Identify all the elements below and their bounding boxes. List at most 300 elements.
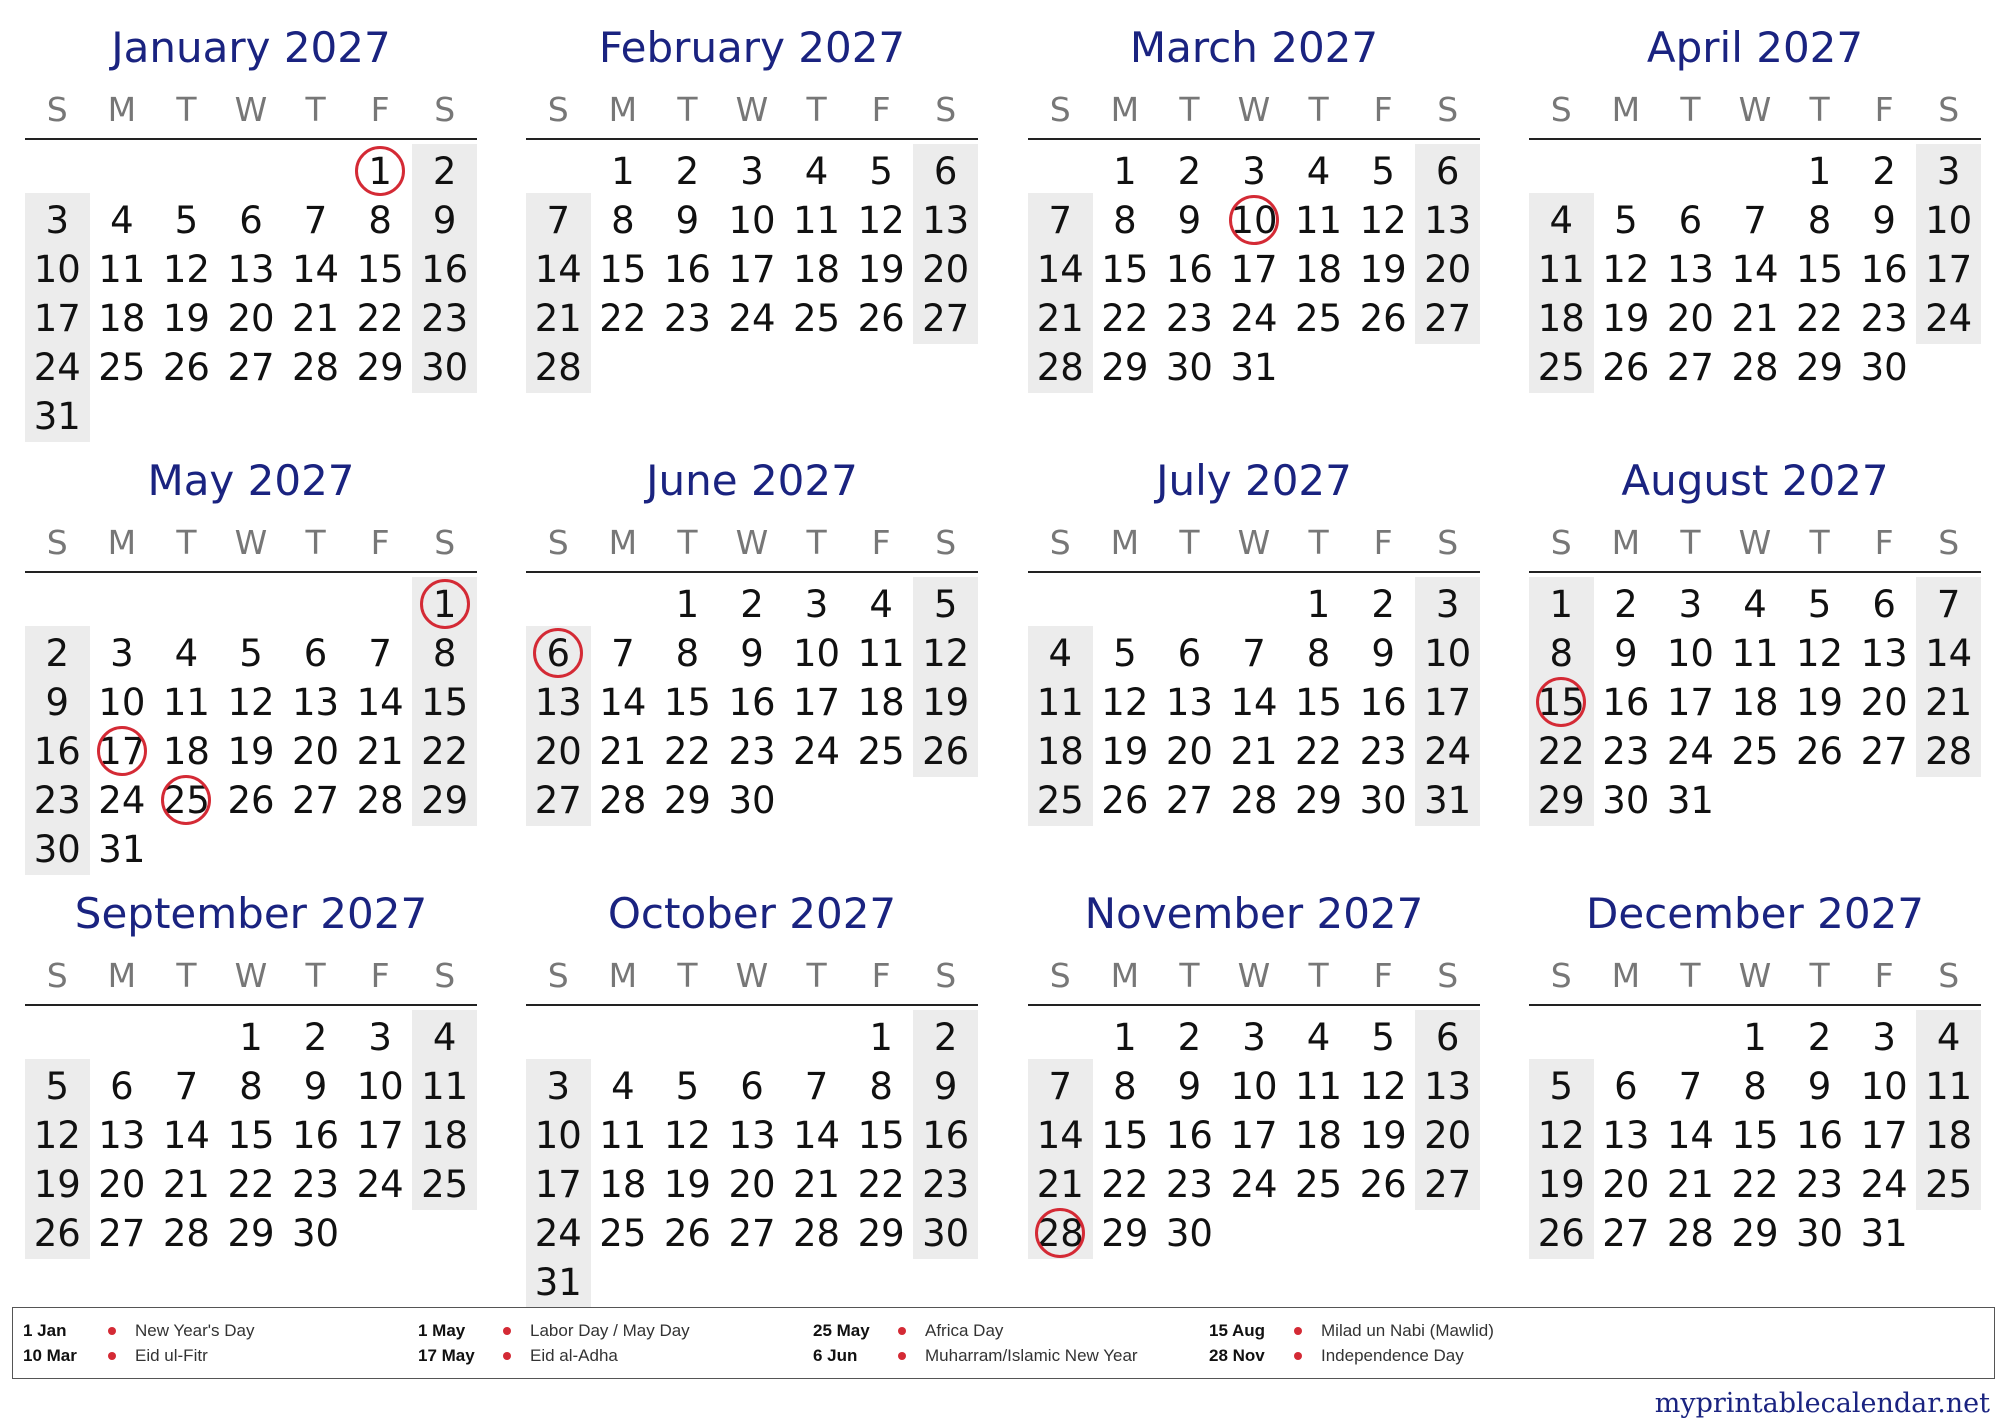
month-block bbox=[1529, 18, 1981, 438]
day-cell: 9 bbox=[1614, 632, 1638, 675]
day-cell: 28 bbox=[1666, 1212, 1714, 1255]
day-cell: 10 bbox=[1424, 632, 1472, 675]
day-cell: 19 bbox=[227, 730, 275, 773]
weekday-header: S bbox=[935, 956, 957, 995]
day-cell: 16 bbox=[663, 248, 711, 291]
month-title: July 2027 bbox=[1156, 456, 1352, 505]
day-cell: 22 bbox=[1537, 730, 1585, 773]
day-cell: 20 bbox=[1666, 297, 1714, 340]
weekday-header: W bbox=[1738, 90, 1772, 129]
day-cell: 13 bbox=[1860, 632, 1908, 675]
day-cell: 2 bbox=[432, 150, 457, 193]
day-cell: 29 bbox=[356, 346, 404, 389]
day-cell: 19 bbox=[1537, 1163, 1585, 1206]
legend-date: 1 Jan bbox=[23, 1321, 67, 1340]
day-cell: 1 bbox=[1549, 583, 1574, 626]
day-cell: 13 bbox=[534, 681, 582, 724]
month-title: October 2027 bbox=[607, 889, 897, 938]
weekday-header: T bbox=[305, 956, 326, 995]
day-cell: 25 bbox=[599, 1212, 647, 1255]
site-url[interactable]: myprintablecalendar.net bbox=[1654, 1388, 1990, 1419]
day-cell: 26 bbox=[1359, 297, 1407, 340]
day-cell: 13 bbox=[1424, 199, 1472, 242]
day-cell: 3 bbox=[1678, 583, 1703, 626]
bullet-dot-icon bbox=[898, 1327, 906, 1335]
day-cell: 18 bbox=[98, 297, 146, 340]
day-cell: 3 bbox=[740, 150, 764, 193]
day-cell: 18 bbox=[1036, 730, 1084, 773]
day-cell: 1 bbox=[1743, 1016, 1767, 1059]
day-cell: 14 bbox=[356, 681, 404, 724]
day-cell: 11 bbox=[857, 632, 905, 675]
day-cell: 2 bbox=[1177, 1016, 1202, 1059]
day-cell: 3 bbox=[1936, 150, 1961, 193]
weekday-header: T bbox=[1179, 523, 1200, 562]
day-cell: 15 bbox=[857, 1114, 905, 1157]
weekday-header: W bbox=[1237, 523, 1271, 562]
weekday-header: S bbox=[1938, 90, 1960, 129]
day-cell: 9 bbox=[1177, 1065, 1202, 1108]
day-cell: 11 bbox=[421, 1065, 469, 1108]
weekday-header: S bbox=[547, 523, 569, 562]
day-cell: 1 bbox=[1306, 583, 1331, 626]
day-cell: 6 bbox=[1678, 199, 1703, 242]
day-cell: 5 bbox=[239, 632, 263, 675]
day-cell: 9 bbox=[1177, 199, 1202, 242]
day-cell: 27 bbox=[1860, 730, 1908, 773]
day-cell: 29 bbox=[1731, 1212, 1779, 1255]
bullet-dot-icon bbox=[1294, 1352, 1302, 1360]
day-cell: 14 bbox=[292, 248, 340, 291]
weekday-header: S bbox=[434, 523, 456, 562]
day-cell: 23 bbox=[1860, 297, 1908, 340]
day-cell: 25 bbox=[1731, 730, 1779, 773]
day-cell: 30 bbox=[292, 1212, 340, 1255]
day-cell: 11 bbox=[1731, 632, 1779, 675]
day-cell: 10 bbox=[33, 248, 81, 291]
day-cell: 17 bbox=[1230, 1114, 1278, 1157]
day-cell: 31 bbox=[1666, 779, 1714, 822]
day-cell: 12 bbox=[227, 681, 275, 724]
legend-holiday-name: New Year's Day bbox=[135, 1321, 255, 1340]
day-cell: 8 bbox=[1743, 1065, 1767, 1108]
day-cell: 19 bbox=[1101, 730, 1149, 773]
day-cell: 7 bbox=[303, 199, 328, 242]
weekday-header: M bbox=[1611, 523, 1641, 562]
weekday-header: T bbox=[1809, 956, 1830, 995]
weekday-header: T bbox=[1308, 90, 1329, 129]
header-rule bbox=[25, 138, 477, 140]
month-title: January 2027 bbox=[111, 23, 391, 72]
day-cell: 21 bbox=[356, 730, 404, 773]
weekday-header: T bbox=[305, 90, 326, 129]
day-cell: 23 bbox=[1602, 730, 1650, 773]
day-cell: 17 bbox=[1230, 248, 1278, 291]
legend-holiday-name: Independence Day bbox=[1321, 1346, 1464, 1365]
weekday-header: M bbox=[1611, 956, 1641, 995]
weekday-header: T bbox=[677, 523, 698, 562]
holiday-circle bbox=[97, 726, 147, 776]
day-cell: 27 bbox=[1666, 346, 1714, 389]
day-cell: 27 bbox=[1424, 1163, 1472, 1206]
weekday-header: T bbox=[1680, 523, 1701, 562]
day-cell: 25 bbox=[98, 346, 146, 389]
legend-entry bbox=[1209, 1343, 1589, 1369]
day-cell: 26 bbox=[1359, 1163, 1407, 1206]
day-cell: 10 bbox=[98, 681, 146, 724]
header-rule bbox=[1028, 1004, 1480, 1006]
day-cell: 26 bbox=[663, 1212, 711, 1255]
day-cell: 1 bbox=[239, 1016, 263, 1059]
day-cell: 1 bbox=[1113, 1016, 1137, 1059]
day-cell: 16 bbox=[728, 681, 776, 724]
day-cell: 10 bbox=[1925, 199, 1973, 242]
day-cell: 10 bbox=[1860, 1065, 1908, 1108]
day-cell: 8 bbox=[1549, 632, 1574, 675]
day-cell: 3 bbox=[1872, 1016, 1896, 1059]
day-cell: 14 bbox=[1036, 1114, 1084, 1157]
day-cell: 23 bbox=[1165, 1163, 1213, 1206]
day-cell: 27 bbox=[728, 1212, 776, 1255]
day-cell: 11 bbox=[1295, 1065, 1343, 1108]
legend-entry bbox=[418, 1343, 798, 1369]
header-rule bbox=[25, 1004, 477, 1006]
month-title: March 2027 bbox=[1129, 23, 1379, 72]
day-cell: 28 bbox=[162, 1212, 210, 1255]
day-cell: 28 bbox=[292, 346, 340, 389]
day-cell: 19 bbox=[1602, 297, 1650, 340]
day-cell: 28 bbox=[356, 779, 404, 822]
day-cell: 29 bbox=[1101, 1212, 1149, 1255]
weekday-header: T bbox=[677, 956, 698, 995]
day-cell: 13 bbox=[292, 681, 340, 724]
day-cell: 18 bbox=[421, 1114, 469, 1157]
holiday-circle bbox=[533, 628, 583, 678]
day-cell: 29 bbox=[1796, 346, 1844, 389]
day-cell: 6 bbox=[110, 1065, 134, 1108]
month-block bbox=[1028, 451, 1480, 871]
day-cell: 16 bbox=[1359, 681, 1407, 724]
day-cell: 5 bbox=[45, 1065, 70, 1108]
day-cell: 14 bbox=[1666, 1114, 1714, 1157]
day-cell: 9 bbox=[675, 199, 700, 242]
day-cell: 20 bbox=[1860, 681, 1908, 724]
day-cell: 29 bbox=[1295, 779, 1343, 822]
weekday-header: W bbox=[1237, 956, 1271, 995]
day-cell: 12 bbox=[857, 199, 905, 242]
bullet-dot-icon bbox=[1294, 1327, 1302, 1335]
bullet-dot-icon bbox=[503, 1352, 511, 1360]
weekday-header: W bbox=[234, 956, 268, 995]
month-title: February 2027 bbox=[598, 23, 906, 72]
day-cell: 21 bbox=[793, 1163, 841, 1206]
day-cell: 12 bbox=[1796, 632, 1844, 675]
weekday-header: S bbox=[434, 956, 456, 995]
day-cell: 31 bbox=[534, 1261, 582, 1304]
day-cell: 1 bbox=[1113, 150, 1137, 193]
legend-date: 28 Nov bbox=[1209, 1346, 1265, 1365]
weekday-header: M bbox=[608, 956, 638, 995]
day-cell: 24 bbox=[534, 1212, 582, 1255]
weekday-header: T bbox=[806, 90, 827, 129]
day-cell: 28 bbox=[793, 1212, 841, 1255]
month-block bbox=[1529, 884, 1981, 1304]
day-cell: 17 bbox=[1860, 1114, 1908, 1157]
month-title: August 2027 bbox=[1621, 456, 1889, 505]
day-cell: 22 bbox=[1295, 730, 1343, 773]
weekday-header: T bbox=[1809, 523, 1830, 562]
day-cell: 17 bbox=[534, 1163, 582, 1206]
day-cell: 13 bbox=[1666, 248, 1714, 291]
day-cell: 15 bbox=[1101, 1114, 1149, 1157]
day-cell: 23 bbox=[33, 779, 81, 822]
day-cell: 2 bbox=[1807, 1016, 1832, 1059]
day-cell: 4 bbox=[1743, 583, 1767, 626]
day-cell: 22 bbox=[1101, 1163, 1149, 1206]
day-cell: 3 bbox=[110, 632, 134, 675]
holiday-circle bbox=[1035, 1208, 1085, 1258]
bullet-dot-icon bbox=[108, 1327, 116, 1335]
day-cell: 26 bbox=[922, 730, 970, 773]
day-cell: 19 bbox=[33, 1163, 81, 1206]
day-cell: 14 bbox=[793, 1114, 841, 1157]
day-cell: 2 bbox=[740, 583, 764, 626]
day-cell: 13 bbox=[98, 1114, 146, 1157]
legend-holiday-name: Milad un Nabi (Mawlid) bbox=[1321, 1321, 1494, 1340]
day-cell: 19 bbox=[1359, 248, 1407, 291]
header-rule bbox=[526, 1004, 978, 1006]
day-cell: 29 bbox=[1537, 779, 1585, 822]
day-cell: 28 bbox=[534, 346, 582, 389]
day-cell: 17 bbox=[98, 730, 146, 773]
header-rule bbox=[1529, 138, 1981, 140]
weekday-header: W bbox=[1738, 523, 1772, 562]
day-cell: 21 bbox=[1666, 1163, 1714, 1206]
day-cell: 16 bbox=[922, 1114, 970, 1157]
weekday-header: T bbox=[176, 523, 197, 562]
day-cell: 1 bbox=[611, 150, 635, 193]
day-cell: 20 bbox=[534, 730, 582, 773]
weekday-header: S bbox=[1550, 90, 1572, 129]
weekday-header: S bbox=[1049, 956, 1071, 995]
weekday-header: F bbox=[1874, 523, 1894, 562]
legend-entry bbox=[813, 1343, 1193, 1369]
weekday-header: F bbox=[1874, 90, 1894, 129]
day-cell: 23 bbox=[1165, 297, 1213, 340]
day-cell: 19 bbox=[1796, 681, 1844, 724]
day-cell: 25 bbox=[1925, 1163, 1973, 1206]
day-cell: 27 bbox=[1424, 297, 1472, 340]
day-cell: 13 bbox=[1424, 1065, 1472, 1108]
day-cell: 10 bbox=[1230, 199, 1278, 242]
month-block bbox=[526, 451, 978, 871]
day-cell: 14 bbox=[1925, 632, 1973, 675]
day-cell: 8 bbox=[1807, 199, 1832, 242]
day-cell: 15 bbox=[663, 681, 711, 724]
day-cell: 23 bbox=[663, 297, 711, 340]
day-cell: 27 bbox=[227, 346, 275, 389]
day-cell: 2 bbox=[1872, 150, 1896, 193]
weekday-header: S bbox=[46, 523, 68, 562]
day-cell: 8 bbox=[675, 632, 700, 675]
day-cell: 11 bbox=[599, 1114, 647, 1157]
weekday-header: S bbox=[1437, 523, 1459, 562]
day-cell: 7 bbox=[546, 199, 571, 242]
day-cell: 19 bbox=[663, 1163, 711, 1206]
day-cell: 8 bbox=[1306, 632, 1331, 675]
day-cell: 12 bbox=[1101, 681, 1149, 724]
day-cell: 24 bbox=[728, 297, 776, 340]
day-cell: 27 bbox=[292, 779, 340, 822]
day-cell: 8 bbox=[869, 1065, 893, 1108]
month-block bbox=[1028, 884, 1480, 1304]
day-cell: 15 bbox=[1796, 248, 1844, 291]
holiday-circle bbox=[1229, 195, 1279, 245]
day-cell: 8 bbox=[432, 632, 457, 675]
day-cell: 21 bbox=[162, 1163, 210, 1206]
weekday-header: M bbox=[107, 90, 137, 129]
day-cell: 12 bbox=[1359, 1065, 1407, 1108]
day-cell: 7 bbox=[1678, 1065, 1703, 1108]
day-cell: 29 bbox=[421, 779, 469, 822]
day-cell: 22 bbox=[1101, 297, 1149, 340]
day-cell: 25 bbox=[1036, 779, 1084, 822]
day-cell: 9 bbox=[740, 632, 764, 675]
month-title: September 2027 bbox=[74, 889, 428, 938]
header-rule bbox=[1529, 571, 1981, 573]
day-cell: 28 bbox=[1036, 346, 1084, 389]
day-cell: 25 bbox=[162, 779, 210, 822]
day-cell: 23 bbox=[1796, 1163, 1844, 1206]
day-cell: 5 bbox=[174, 199, 199, 242]
day-cell: 20 bbox=[1424, 1114, 1472, 1157]
day-cell: 11 bbox=[1537, 248, 1585, 291]
day-cell: 25 bbox=[1295, 1163, 1343, 1206]
day-cell: 3 bbox=[1435, 583, 1460, 626]
day-cell: 22 bbox=[227, 1163, 275, 1206]
day-cell: 18 bbox=[1731, 681, 1779, 724]
day-cell: 28 bbox=[599, 779, 647, 822]
day-cell: 16 bbox=[421, 248, 469, 291]
legend-date: 10 Mar bbox=[23, 1346, 77, 1365]
weekday-header: S bbox=[46, 956, 68, 995]
day-cell: 21 bbox=[292, 297, 340, 340]
day-cell: 30 bbox=[1359, 779, 1407, 822]
weekday-header: T bbox=[806, 956, 827, 995]
day-cell: 31 bbox=[1230, 346, 1278, 389]
day-cell: 16 bbox=[1165, 1114, 1213, 1157]
day-cell: 26 bbox=[1796, 730, 1844, 773]
day-cell: 15 bbox=[421, 681, 469, 724]
day-cell: 25 bbox=[793, 297, 841, 340]
day-cell: 20 bbox=[1165, 730, 1213, 773]
day-cell: 22 bbox=[356, 297, 404, 340]
day-cell: 23 bbox=[922, 1163, 970, 1206]
day-cell: 18 bbox=[857, 681, 905, 724]
header-rule bbox=[526, 571, 978, 573]
legend-holiday-name: Eid al-Adha bbox=[530, 1346, 618, 1365]
day-cell: 15 bbox=[1295, 681, 1343, 724]
day-cell: 7 bbox=[1242, 632, 1266, 675]
day-cell: 17 bbox=[1666, 681, 1714, 724]
day-cell: 29 bbox=[857, 1212, 905, 1255]
day-cell: 3 bbox=[368, 1016, 392, 1059]
day-cell: 26 bbox=[33, 1212, 81, 1255]
day-cell: 20 bbox=[292, 730, 340, 773]
day-cell: 16 bbox=[1796, 1114, 1844, 1157]
day-cell: 5 bbox=[1113, 632, 1137, 675]
day-cell: 3 bbox=[1242, 150, 1266, 193]
legend-date: 15 Aug bbox=[1209, 1321, 1266, 1340]
weekday-header: W bbox=[735, 956, 769, 995]
day-cell: 9 bbox=[1807, 1065, 1832, 1108]
day-cell: 6 bbox=[1435, 1016, 1460, 1059]
day-cell: 10 bbox=[1230, 1065, 1278, 1108]
day-cell: 9 bbox=[1371, 632, 1395, 675]
day-cell: 23 bbox=[1359, 730, 1407, 773]
day-cell: 31 bbox=[33, 395, 81, 438]
day-cell: 22 bbox=[857, 1163, 905, 1206]
day-cell: 9 bbox=[432, 199, 457, 242]
day-cell: 6 bbox=[1614, 1065, 1638, 1108]
day-cell: 11 bbox=[1925, 1065, 1973, 1108]
day-cell: 12 bbox=[33, 1114, 81, 1157]
day-cell: 3 bbox=[546, 1065, 571, 1108]
day-cell: 1 bbox=[368, 150, 392, 193]
legend-entry bbox=[23, 1343, 403, 1369]
weekday-header: T bbox=[1179, 956, 1200, 995]
day-cell: 8 bbox=[368, 199, 392, 242]
day-cell: 11 bbox=[1036, 681, 1084, 724]
day-cell: 6 bbox=[740, 1065, 764, 1108]
day-cell: 4 bbox=[611, 1065, 635, 1108]
day-cell: 19 bbox=[1359, 1114, 1407, 1157]
day-cell: 9 bbox=[303, 1065, 328, 1108]
day-cell: 26 bbox=[1101, 779, 1149, 822]
day-cell: 18 bbox=[1295, 248, 1343, 291]
weekday-header: F bbox=[871, 90, 891, 129]
day-cell: 1 bbox=[1807, 150, 1832, 193]
day-cell: 4 bbox=[432, 1016, 457, 1059]
day-cell: 29 bbox=[1101, 346, 1149, 389]
day-cell: 15 bbox=[599, 248, 647, 291]
day-cell: 7 bbox=[174, 1065, 199, 1108]
weekday-header: S bbox=[1938, 523, 1960, 562]
day-cell: 30 bbox=[1165, 346, 1213, 389]
day-cell: 19 bbox=[162, 297, 210, 340]
day-cell: 28 bbox=[1230, 779, 1278, 822]
day-cell: 6 bbox=[1435, 150, 1460, 193]
day-cell: 22 bbox=[421, 730, 469, 773]
day-cell: 25 bbox=[1295, 297, 1343, 340]
day-cell: 15 bbox=[1537, 681, 1585, 724]
day-cell: 21 bbox=[1036, 1163, 1084, 1206]
weekday-header: M bbox=[107, 523, 137, 562]
day-cell: 22 bbox=[1731, 1163, 1779, 1206]
weekday-header: S bbox=[547, 956, 569, 995]
day-cell: 27 bbox=[534, 779, 582, 822]
holiday-circle bbox=[420, 579, 470, 629]
day-cell: 5 bbox=[869, 150, 893, 193]
day-cell: 21 bbox=[1036, 297, 1084, 340]
day-cell: 14 bbox=[162, 1114, 210, 1157]
day-cell: 11 bbox=[162, 681, 210, 724]
legend-date: 6 Jun bbox=[813, 1346, 858, 1365]
weekday-header: S bbox=[1938, 956, 1960, 995]
day-cell: 21 bbox=[1230, 730, 1278, 773]
day-cell: 25 bbox=[857, 730, 905, 773]
day-cell: 12 bbox=[1602, 248, 1650, 291]
